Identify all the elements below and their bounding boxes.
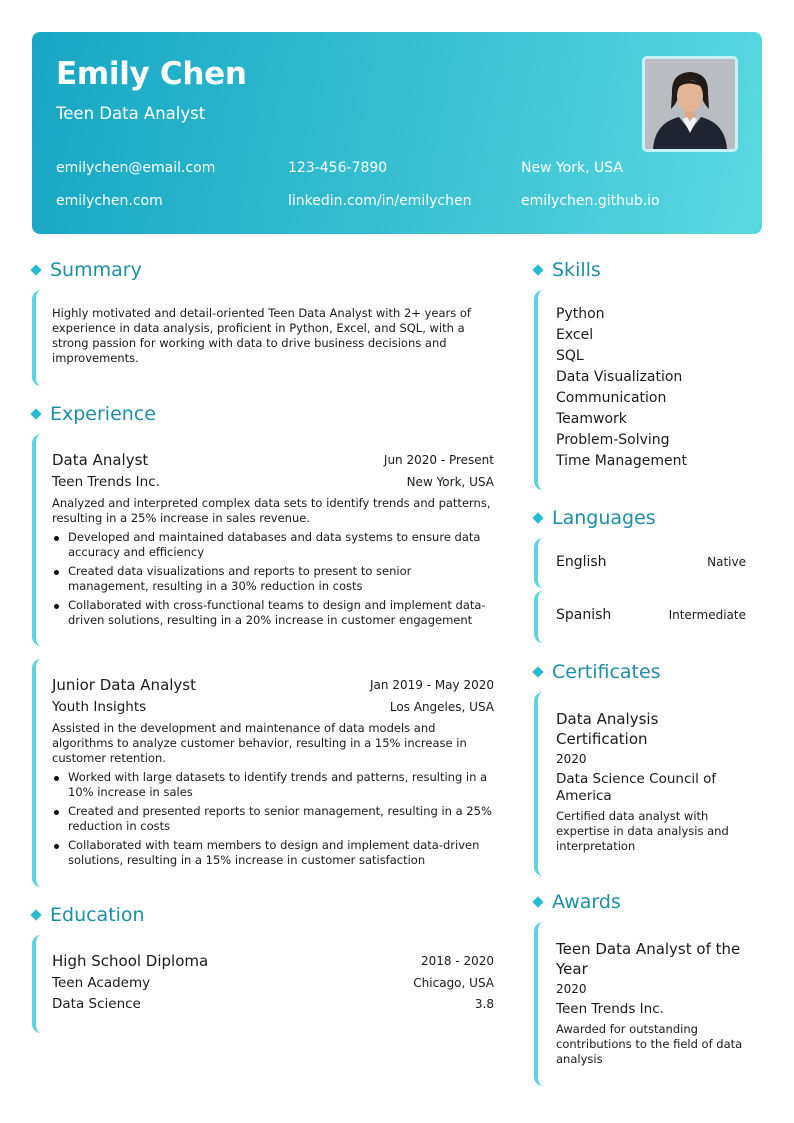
language-level: Native	[707, 555, 746, 569]
job-description: Analyzed and interpreted complex data sets to identify trends and patterns, resulting in a 25% increase in sales revenue.	[52, 496, 491, 525]
job-location: Los Angeles, USA	[389, 700, 494, 714]
certificate-year: 2020	[556, 752, 587, 766]
job-description: Assisted in the development and maintenance of data models and algorithms to analyze customer behavior, resulting in a 15% increase in customer retention.	[52, 721, 467, 765]
award-title: Teen Data Analyst of the Year	[556, 940, 741, 978]
job-bullet: Created and presented reports to senior management, resulting in a 25% reduction in costs	[52, 804, 494, 834]
award-issuer: Teen Trends Inc.	[556, 1001, 664, 1017]
contact-location: New York, USA	[521, 160, 623, 176]
education-dates: 2018 - 2020	[420, 954, 494, 968]
job-bullet: Collaborated with cross-functional teams to design and implement data-driven solutions, resulting in a 20% increase in customer engagement	[52, 598, 494, 628]
language-level: Intermediate	[668, 608, 746, 622]
education-card	[32, 935, 496, 1033]
awards-heading: Awards	[534, 891, 621, 913]
skill-item: Teamwork	[556, 411, 627, 427]
education-gpa: 3.8	[474, 997, 494, 1011]
education-field: Data Science	[52, 996, 141, 1012]
language-name: Spanish	[556, 607, 612, 623]
summary-heading: Summary	[32, 259, 142, 281]
job-role: Data Analyst	[52, 451, 149, 469]
summary-text: Highly motivated and detail-oriented Teen Data Analyst with 2+ years of experience in data analysis, proficient in Python, Excel, and SQL, with a strong passion for working with data to drive business decisions and improvements.	[52, 306, 471, 365]
certificate-description: Certified data analyst with expertise in data analysis and interpretation	[556, 809, 729, 853]
experience-heading: Experience	[32, 403, 156, 425]
skill-item: Data Visualization	[556, 369, 683, 385]
award-card	[534, 922, 762, 1086]
diamond-icon	[30, 408, 41, 419]
skill-item: Communication	[556, 390, 667, 406]
award-year: 2020	[556, 982, 587, 996]
job-dates: Jan 2019 - May 2020	[370, 678, 494, 692]
certificates-heading: Certificates	[534, 661, 661, 683]
profile-photo-icon	[645, 59, 735, 149]
certificate-issuer: Data Science Council of America	[556, 771, 717, 804]
contact-email[interactable]: emilychen@email.com	[56, 160, 216, 176]
education-heading: Education	[32, 904, 145, 926]
skill-item: Problem-Solving	[556, 432, 670, 448]
skill-item: Time Management	[556, 453, 687, 469]
certificate-title: Data Analysis Certification	[556, 710, 659, 748]
summary-card	[32, 290, 496, 386]
diamond-icon	[30, 264, 41, 275]
job-location: New York, USA	[406, 475, 494, 489]
job-role: Junior Data Analyst	[52, 676, 197, 694]
skill-item: SQL	[556, 348, 584, 364]
experience-item	[32, 434, 496, 646]
diamond-icon	[30, 909, 41, 920]
language-item	[534, 538, 762, 588]
job-bullet: Collaborated with team members to design and implement data-driven solutions, resulting in a 15% increase in customer satisfaction	[52, 838, 494, 868]
contact-linkedin[interactable]: linkedin.com/in/emilychen	[288, 193, 472, 209]
contact-website[interactable]: emilychen.com	[56, 193, 163, 209]
resume-header	[32, 32, 762, 234]
diamond-icon	[532, 512, 543, 523]
skills-card	[534, 290, 762, 490]
languages-heading: Languages	[534, 507, 656, 529]
diamond-icon	[532, 896, 543, 907]
certificate-card	[534, 692, 762, 876]
job-company: Youth Insights	[52, 699, 147, 715]
candidate-name: Emily Chen	[56, 56, 247, 92]
contact-phone[interactable]: 123-456-7890	[288, 160, 388, 176]
contact-github[interactable]: emilychen.github.io	[521, 193, 660, 209]
education-location: Chicago, USA	[413, 976, 494, 990]
language-item	[534, 591, 762, 643]
skill-item: Python	[556, 306, 605, 322]
job-bullets	[52, 770, 494, 872]
job-bullet: Created data visualizations and reports to present to senior management, resulting in a 30% reduction in costs	[52, 564, 494, 594]
job-bullet: Worked with large datasets to identify trends and patterns, resulting in a 10% increase in sales	[52, 770, 494, 800]
profile-photo	[642, 56, 738, 152]
skill-item: Excel	[556, 327, 594, 343]
candidate-title: Teen Data Analyst	[56, 104, 206, 123]
award-description: Awarded for outstanding contributions to the field of data analysis	[556, 1022, 743, 1066]
diamond-icon	[532, 264, 543, 275]
job-bullets	[52, 530, 494, 632]
education-school: Teen Academy	[52, 975, 151, 991]
job-company: Teen Trends Inc.	[52, 474, 160, 490]
skills-heading: Skills	[534, 259, 601, 281]
experience-item	[32, 659, 496, 887]
job-dates: Jun 2020 - Present	[383, 453, 494, 467]
diamond-icon	[532, 666, 543, 677]
job-bullet: Developed and maintained databases and data systems to ensure data accuracy and efficiency	[52, 530, 494, 560]
education-degree: High School Diploma	[52, 952, 209, 970]
language-name: English	[556, 554, 607, 570]
